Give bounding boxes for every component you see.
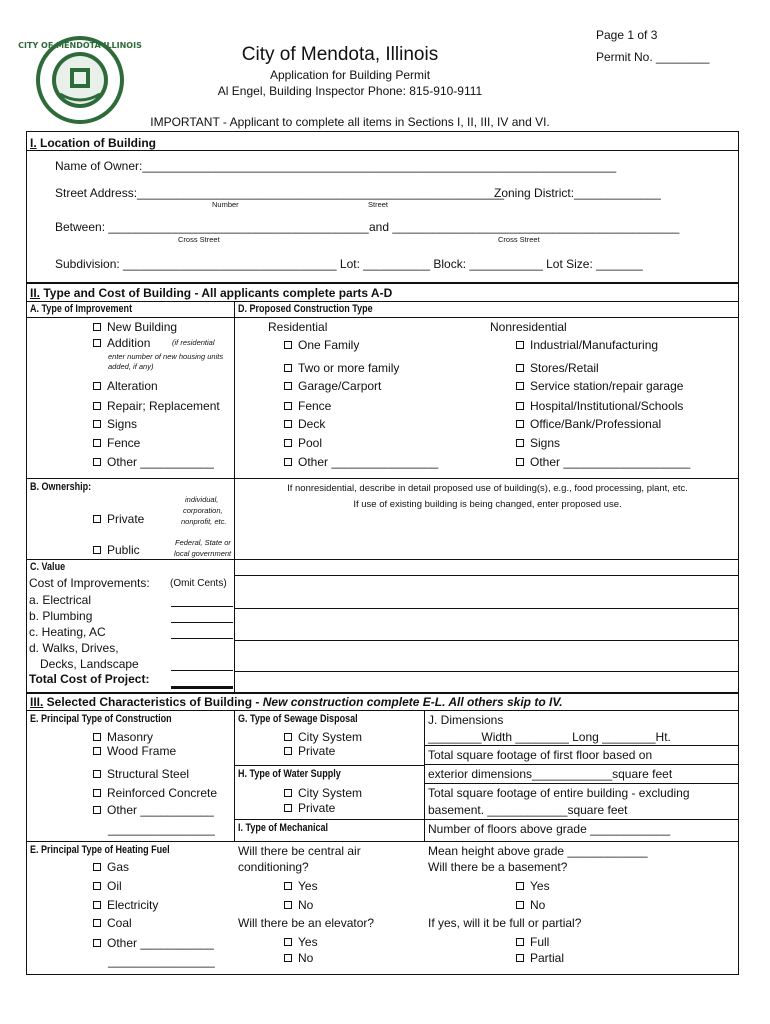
- nonres-service-checkbox[interactable]: Service station/repair garage: [516, 379, 683, 393]
- important-note: IMPORTANT - Applicant to complete all items in Sections I, II, III, IV and VI.: [150, 115, 550, 129]
- basement-full-checkbox[interactable]: Full: [516, 935, 549, 949]
- reinforced-concrete-checkbox[interactable]: Reinforced Concrete: [93, 786, 217, 800]
- heating-fuel-heading: E. Principal Type of Heating Fuel: [30, 844, 170, 856]
- if-residential-note: (if residential: [172, 338, 215, 347]
- res-garage-checkbox[interactable]: Garage/Carport: [284, 379, 381, 393]
- added-note: added, if any): [108, 362, 154, 371]
- public-checkbox[interactable]: Public: [93, 543, 140, 557]
- walks-amount-line[interactable]: [171, 670, 233, 671]
- new-building-checkbox[interactable]: New Building: [93, 320, 177, 334]
- exterior-dimensions-field[interactable]: exterior dimensions____________square feet: [428, 767, 673, 781]
- section-3-heading: III. Selected Characteristics of Building - New construction complete E-L. All others skip to IV.: [30, 695, 563, 709]
- first-floor-label: Total square footage of first floor based on: [428, 748, 653, 762]
- wood-frame-checkbox[interactable]: Wood Frame: [93, 744, 176, 758]
- type-of-improvement-heading: A. Type of Improvement: [30, 303, 133, 315]
- coal-checkbox[interactable]: Coal: [93, 916, 132, 930]
- water-supply-heading: H. Type of Water Supply: [238, 768, 341, 780]
- value-heading: C. Value: [30, 561, 66, 573]
- other-fuel-checkbox[interactable]: Other ___________: [93, 936, 214, 950]
- construction-type-heading: D. Proposed Construction Type: [238, 303, 373, 315]
- sewage-heading: G. Type of Sewage Disposal: [238, 713, 358, 725]
- plumbing-label: b. Plumbing: [29, 609, 93, 623]
- dimensions-field[interactable]: ________Width ________ Long ________Ht.: [428, 730, 671, 744]
- mean-height-field[interactable]: Mean height above grade ____________: [428, 844, 648, 858]
- res-one-family-checkbox[interactable]: One Family: [284, 338, 359, 352]
- cross-street-caption-2: Cross Street: [498, 235, 540, 244]
- structural-steel-checkbox[interactable]: Structural Steel: [93, 767, 189, 781]
- total-amount-line[interactable]: [171, 686, 233, 689]
- heating-label: c. Heating, AC: [29, 625, 106, 639]
- masonry-checkbox[interactable]: Masonry: [93, 730, 153, 744]
- gas-checkbox[interactable]: Gas: [93, 860, 129, 874]
- res-fence-checkbox[interactable]: Fence: [284, 399, 331, 413]
- cost-of-improvements-label: Cost of Improvements:: [29, 576, 150, 590]
- street-address-field[interactable]: Street Address:_______________________________________________________: [55, 186, 505, 200]
- public-note-1: Federal, State or: [175, 538, 231, 547]
- section-1-heading: I. Location of Building: [30, 136, 156, 150]
- res-deck-checkbox[interactable]: Deck: [284, 417, 325, 431]
- sewage-private-checkbox[interactable]: Private: [284, 744, 335, 758]
- central-air-question-2: conditioning?: [238, 860, 309, 874]
- heating-amount-line[interactable]: [171, 638, 233, 639]
- enter-number-note: enter number of new housing units: [108, 352, 224, 361]
- nonres-other-checkbox[interactable]: Other ___________________: [516, 455, 690, 469]
- nonres-hospital-checkbox[interactable]: Hospital/Institutional/Schools: [516, 399, 683, 413]
- nonres-stores-checkbox[interactable]: Stores/Retail: [516, 361, 599, 375]
- basement-sqft-field[interactable]: basement. ____________square feet: [428, 803, 628, 817]
- res-other-checkbox[interactable]: Other ________________: [284, 455, 438, 469]
- private-note-1: individual,: [185, 495, 219, 504]
- application-title: Application for Building Permit: [269, 68, 431, 82]
- entire-building-label: Total square footage of entire building - excluding: [428, 786, 690, 800]
- repair-checkbox[interactable]: Repair; Replacement: [93, 399, 220, 413]
- value-column-divider: [234, 559, 235, 692]
- subdivision-field[interactable]: Subdivision: ________________________________ Lot: __________ Block: ___________ Lot Size: _______: [55, 257, 643, 271]
- use-change-note: If use of existing building is being changed, enter proposed use.: [353, 499, 622, 510]
- mechanical-heading: I. Type of Mechanical: [238, 822, 329, 834]
- basement-no-checkbox[interactable]: No: [516, 898, 545, 912]
- central-air-yes-checkbox[interactable]: Yes: [284, 879, 318, 893]
- other-fuel-blank[interactable]: ________________: [108, 954, 215, 968]
- elevator-yes-checkbox[interactable]: Yes: [284, 935, 318, 949]
- alteration-checkbox[interactable]: Alteration: [93, 379, 158, 393]
- other-construction-checkbox[interactable]: Other ___________: [93, 803, 214, 817]
- central-air-no-checkbox[interactable]: No: [284, 898, 313, 912]
- construction-type-e-heading: E. Principal Type of Construction: [30, 713, 172, 725]
- nonres-industrial-checkbox[interactable]: Industrial/Manufacturing: [516, 338, 658, 352]
- ownership-heading: B. Ownership:: [30, 481, 92, 493]
- other-improvement-checkbox[interactable]: Other ___________: [93, 455, 214, 469]
- cross-street-caption-1: Cross Street: [178, 235, 220, 244]
- city-title: City of Mendota, Illinois: [241, 44, 439, 65]
- section-2-heading: II. Type and Cost of Building - All applicants complete parts A-D: [30, 286, 393, 300]
- res-two-family-checkbox[interactable]: Two or more family: [284, 361, 399, 375]
- oil-checkbox[interactable]: Oil: [93, 879, 122, 893]
- basement-yes-checkbox[interactable]: Yes: [516, 879, 550, 893]
- private-checkbox[interactable]: Private: [93, 512, 144, 526]
- inspector-line: Al Engel, Building Inspector Phone: 815-910-9111: [217, 84, 483, 98]
- nonres-describe-note: If nonresidential, describe in detail proposed use of building(s), e.g., food processing, plant, etc.: [287, 483, 688, 494]
- street-caption: Street: [368, 200, 389, 209]
- elevator-no-checkbox[interactable]: No: [284, 951, 313, 965]
- sewage-city-checkbox[interactable]: City System: [284, 730, 362, 744]
- basement-partial-checkbox[interactable]: Partial: [516, 951, 564, 965]
- total-cost-label: Total Cost of Project:: [29, 672, 150, 686]
- owner-name-field[interactable]: Name of Owner:_______________________________________________________________________: [55, 159, 617, 173]
- full-partial-question: If yes, will it be full or partial?: [428, 916, 582, 930]
- between-field[interactable]: Between: _______________________________________: [55, 220, 369, 234]
- plumbing-amount-line[interactable]: [171, 622, 233, 623]
- addition-checkbox[interactable]: Addition: [93, 336, 150, 350]
- fence-checkbox[interactable]: Fence: [93, 436, 140, 450]
- electricity-checkbox[interactable]: Electricity: [93, 898, 158, 912]
- permit-number: Permit No. ________: [596, 50, 710, 64]
- public-note-2: local government: [174, 549, 232, 558]
- basement-question: Will there be a basement?: [428, 860, 568, 874]
- zoning-district-field[interactable]: Zoning District:_____________: [494, 186, 661, 200]
- electrical-amount-line[interactable]: [171, 606, 233, 607]
- res-pool-checkbox[interactable]: Pool: [284, 436, 322, 450]
- walks-label: d. Walks, Drives,: [29, 641, 119, 655]
- residential-heading: Residential: [268, 320, 328, 334]
- nonres-signs-checkbox[interactable]: Signs: [516, 436, 560, 450]
- private-note-3: nonprofit, etc.: [181, 517, 227, 526]
- water-private-checkbox[interactable]: Private: [284, 801, 335, 815]
- floors-above-grade-field[interactable]: Number of floors above grade ____________: [428, 822, 671, 836]
- central-air-question-1: Will there be central air: [238, 844, 361, 858]
- omit-cents-note: (Omit Cents): [170, 578, 227, 589]
- and-field[interactable]: and ___________________________________________: [369, 220, 680, 234]
- signs-checkbox[interactable]: Signs: [93, 417, 137, 431]
- dimensions-heading: J. Dimensions: [428, 713, 504, 727]
- water-city-checkbox[interactable]: City System: [284, 786, 362, 800]
- private-note-2: corporation,: [183, 506, 223, 515]
- nonres-office-checkbox[interactable]: Office/Bank/Professional: [516, 417, 661, 431]
- number-caption: Number: [212, 200, 239, 209]
- elevator-question: Will there be an elevator?: [238, 916, 375, 930]
- seal-text: CITY OF MENDOTA ILLINOIS: [18, 41, 142, 50]
- decks-label: Decks, Landscape: [40, 657, 139, 671]
- other-construction-blank[interactable]: ________________: [108, 822, 215, 836]
- electrical-label: a. Electrical: [29, 593, 92, 607]
- nonresidential-heading: Nonresidential: [490, 320, 567, 334]
- page-number: Page 1 of 3: [596, 28, 658, 42]
